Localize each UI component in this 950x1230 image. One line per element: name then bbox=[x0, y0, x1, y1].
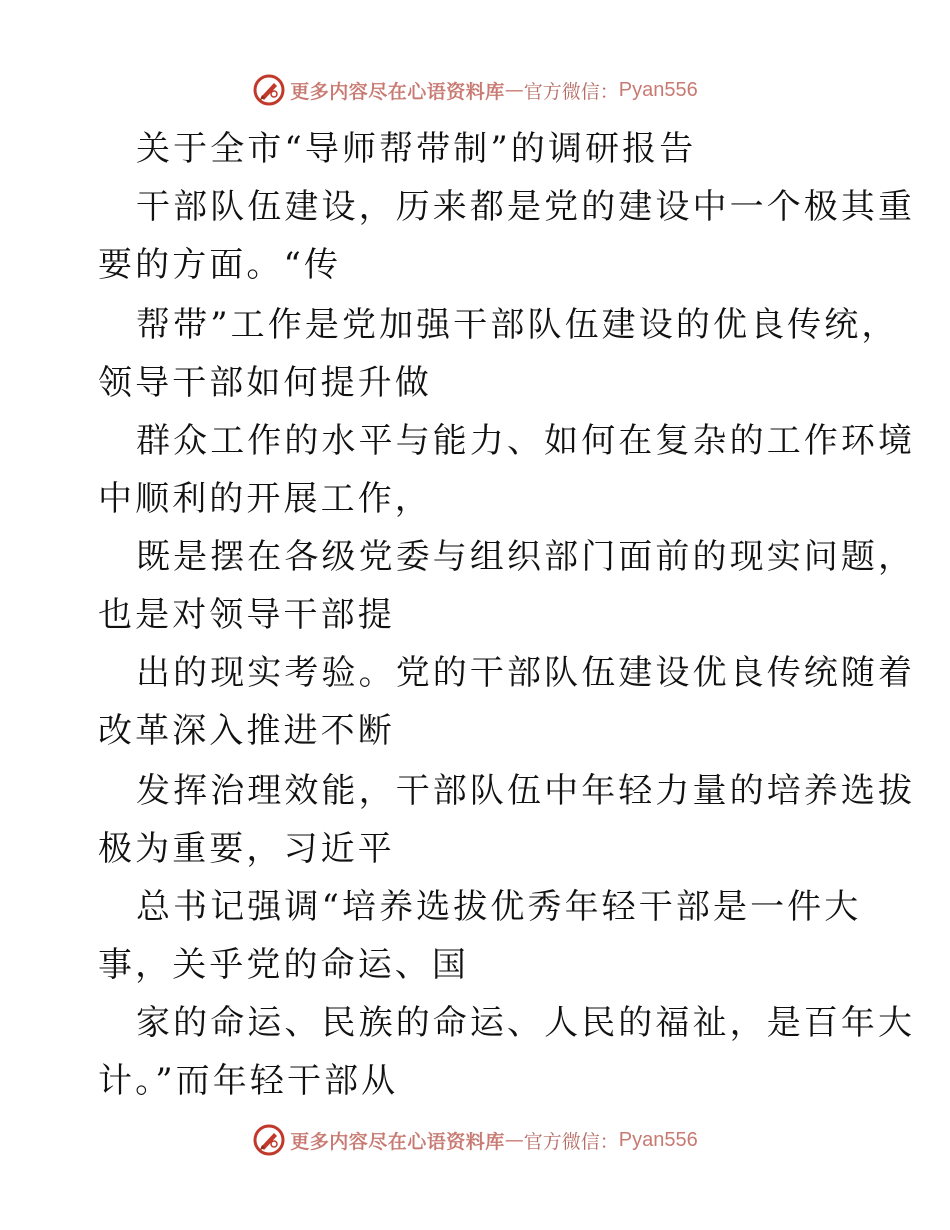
logo-pen-icon bbox=[252, 1123, 286, 1157]
text-line: 总书记强调“培养选拔优秀年轻干部是一件大 bbox=[136, 887, 862, 927]
text-line: 干部队伍建设，历来都是党的建设中一个极其重 bbox=[136, 187, 916, 227]
banner-title: 更多内容尽在心语资料库 bbox=[290, 80, 505, 103]
text-line: 中顺利的开展工作， bbox=[98, 479, 432, 519]
banner-wechat-id: Pyan556 bbox=[618, 1128, 698, 1151]
banner-separator: — bbox=[504, 79, 524, 101]
banner-separator: — bbox=[504, 1129, 524, 1151]
text-line: 极为重要，习近平 bbox=[98, 829, 395, 869]
text-line: 事，关乎党的命运、国 bbox=[98, 945, 469, 985]
text-line: 帮带”工作是党加强干部队伍建设的优良传统， bbox=[136, 305, 899, 345]
logo-pen-icon bbox=[252, 73, 286, 107]
footer-banner bbox=[0, 1120, 950, 1160]
banner-wechat-label: 官方微信： bbox=[523, 80, 619, 103]
banner-wechat-id: Pyan556 bbox=[618, 78, 698, 101]
text-line: 家的命运、民族的命运、人民的福祉，是百年大 bbox=[136, 1003, 916, 1043]
banner-wechat-label: 官方微信： bbox=[523, 1130, 619, 1153]
text-line: 计。”而年轻干部从 bbox=[98, 1061, 399, 1101]
text-line: 改革深入推进不断 bbox=[98, 711, 395, 751]
text-line: 发挥治理效能，干部队伍中年轻力量的培养选拔 bbox=[136, 771, 916, 811]
text-line: 出的现实考验。党的干部队伍建设优良传统随着 bbox=[136, 653, 916, 693]
text-line: 既是摆在各级党委与组织部门面前的现实问题， bbox=[136, 537, 916, 577]
banner-title: 更多内容尽在心语资料库 bbox=[290, 1130, 505, 1153]
document-title: 关于全市“导师帮带制”的调研报告 bbox=[136, 129, 697, 169]
text-line: 要的方面。“传 bbox=[98, 245, 342, 285]
text-line: 也是对领导干部提 bbox=[98, 595, 395, 635]
header-banner bbox=[0, 70, 950, 110]
text-line: 群众工作的水平与能力、如何在复杂的工作环境 bbox=[136, 421, 916, 461]
text-line: 领导干部如何提升做 bbox=[98, 363, 432, 403]
